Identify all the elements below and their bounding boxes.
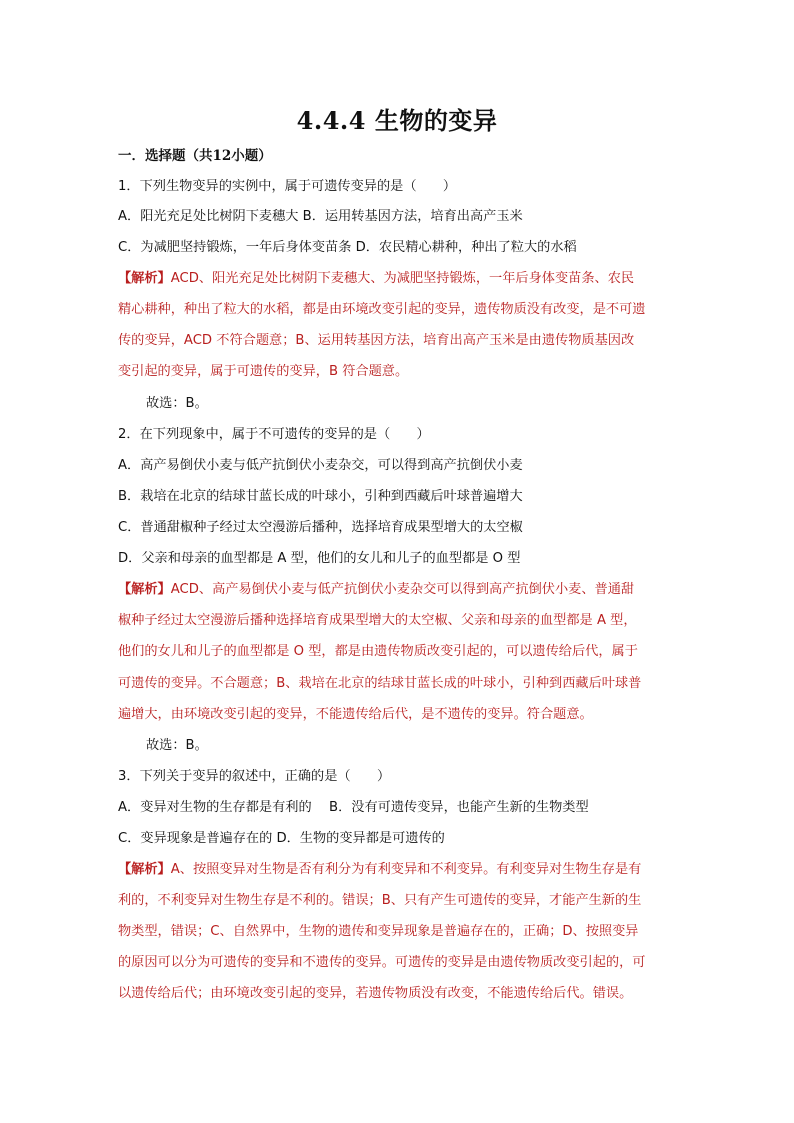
question-1-stem: 1．下列生物变异的实例中，属于可遗传变异的是（ ） <box>118 179 457 194</box>
analysis-tag: 【解析】 <box>118 862 171 877</box>
section-heading: 一．选择题（共12小题） <box>118 148 272 164</box>
question-1-options-ab: A．阳光充足处比树阴下麦穗大 B．运用转基因方法，培育出高产玉米 <box>118 209 523 224</box>
question-3-options-cd: C．变异现象是普遍存在的 D．生物的变异都是可遗传的 <box>118 831 445 846</box>
question-3-stem: 3．下列关于变异的叙述中，正确的是（ ） <box>118 769 391 784</box>
analysis-text: A、按照变异对生物是否有利分为有利变异和不利变异。有利变异对生物生存是有 <box>170 862 642 877</box>
question-2-analysis-line <box>118 580 688 600</box>
question-1-analysis-line <box>118 269 688 289</box>
analysis-text: ACD、高产易倒伏小麦与低产抗倒伏小麦杂交可以得到高产抗倒伏小麦、普通甜 <box>170 582 635 597</box>
question-2-analysis-line: 可遗传的变异。不合题意；B、栽培在北京的结球甘蓝长成的叶球小，引种到西藏后叶球普 <box>118 676 642 691</box>
question-3-analysis-line: 以遗传给后代；由环境改变引起的变异，若遗传物质没有改变，不能遗传给后代。错误。 <box>118 986 633 1001</box>
analysis-tag: 【解析】 <box>118 582 171 597</box>
question-3-options-ab: A．变异对生物的生存都是有利的 B．没有可遗传变异，也能产生新的生物类型 <box>118 800 589 815</box>
question-1-answer: 故选：B。 <box>146 396 208 411</box>
question-3-analysis-line: 的原因可以分为可遗传的变异和不遗传的变异。可遗传的变异是由遗传物质改变引起的，可 <box>118 955 646 970</box>
question-1-analysis-line: 变引起的变异，属于可遗传的变异，B 符合题意。 <box>118 364 409 379</box>
question-2-answer: 故选：B。 <box>146 738 208 753</box>
analysis-tag: 【解析】 <box>118 271 171 286</box>
question-2-option-a: A．高产易倒伏小麦与低产抗倒伏小麦杂交，可以得到高产抗倒伏小麦 <box>118 458 523 473</box>
question-1-analysis-line: 传的变异，ACD 不符合题意；B、运用转基因方法，培育出高产玉米是由遗传物质基因改 <box>118 333 635 348</box>
question-2-analysis-line: 遍增大，由环境改变引起的变异，不能遗传给后代，是不遗传的变异。符合题意。 <box>118 707 593 722</box>
question-2-stem: 2．在下列现象中，属于不可遗传的变异的是（ ） <box>118 427 430 442</box>
question-2-option-b: B．栽培在北京的结球甘蓝长成的叶球小，引种到西藏后叶球普遍增大 <box>118 489 523 504</box>
question-1-options-cd: C．为减肥坚持锻炼，一年后身体变苗条 D．农民精心耕种，种出了粒大的水稻 <box>118 240 577 255</box>
analysis-text: ACD、阳光充足处比树阴下麦穗大、为减肥坚持锻炼，一年后身体变苗条、农民 <box>170 271 635 286</box>
question-3-analysis-line: 物类型，错误；C、自然界中，生物的遗传和变异现象是普遍存在的，正确；D、按照变异 <box>118 924 639 939</box>
page-title: 4.4.4 生物的变异 <box>296 106 498 135</box>
question-3-analysis-line <box>118 860 688 880</box>
question-1-analysis-line: 精心耕种，种出了粒大的水稻，都是由环境改变引起的变异，遗传物质没有改变，是不可遗 <box>118 302 646 317</box>
question-2-analysis-line: 他们的女儿和儿子的血型都是 O 型，都是由遗传物质改变引起的，可以遗传给后代，属于 <box>118 644 638 659</box>
question-2-option-c: C．普通甜椒种子经过太空漫游后播种，选择培育成果型增大的太空椒 <box>118 520 523 535</box>
question-2-option-d: D．父亲和母亲的血型都是 A 型，他们的女儿和儿子的血型都是 O 型 <box>118 551 521 566</box>
question-2-analysis-line: 椒种子经过太空漫游后播种选择培育成果型增大的太空椒、父亲和母亲的血型都是 A 型， <box>118 613 637 628</box>
question-3-analysis-line: 利的，不利变异对生物生存是不利的。错误；B、只有产生可遗传的变异，才能产生新的生 <box>118 893 642 908</box>
